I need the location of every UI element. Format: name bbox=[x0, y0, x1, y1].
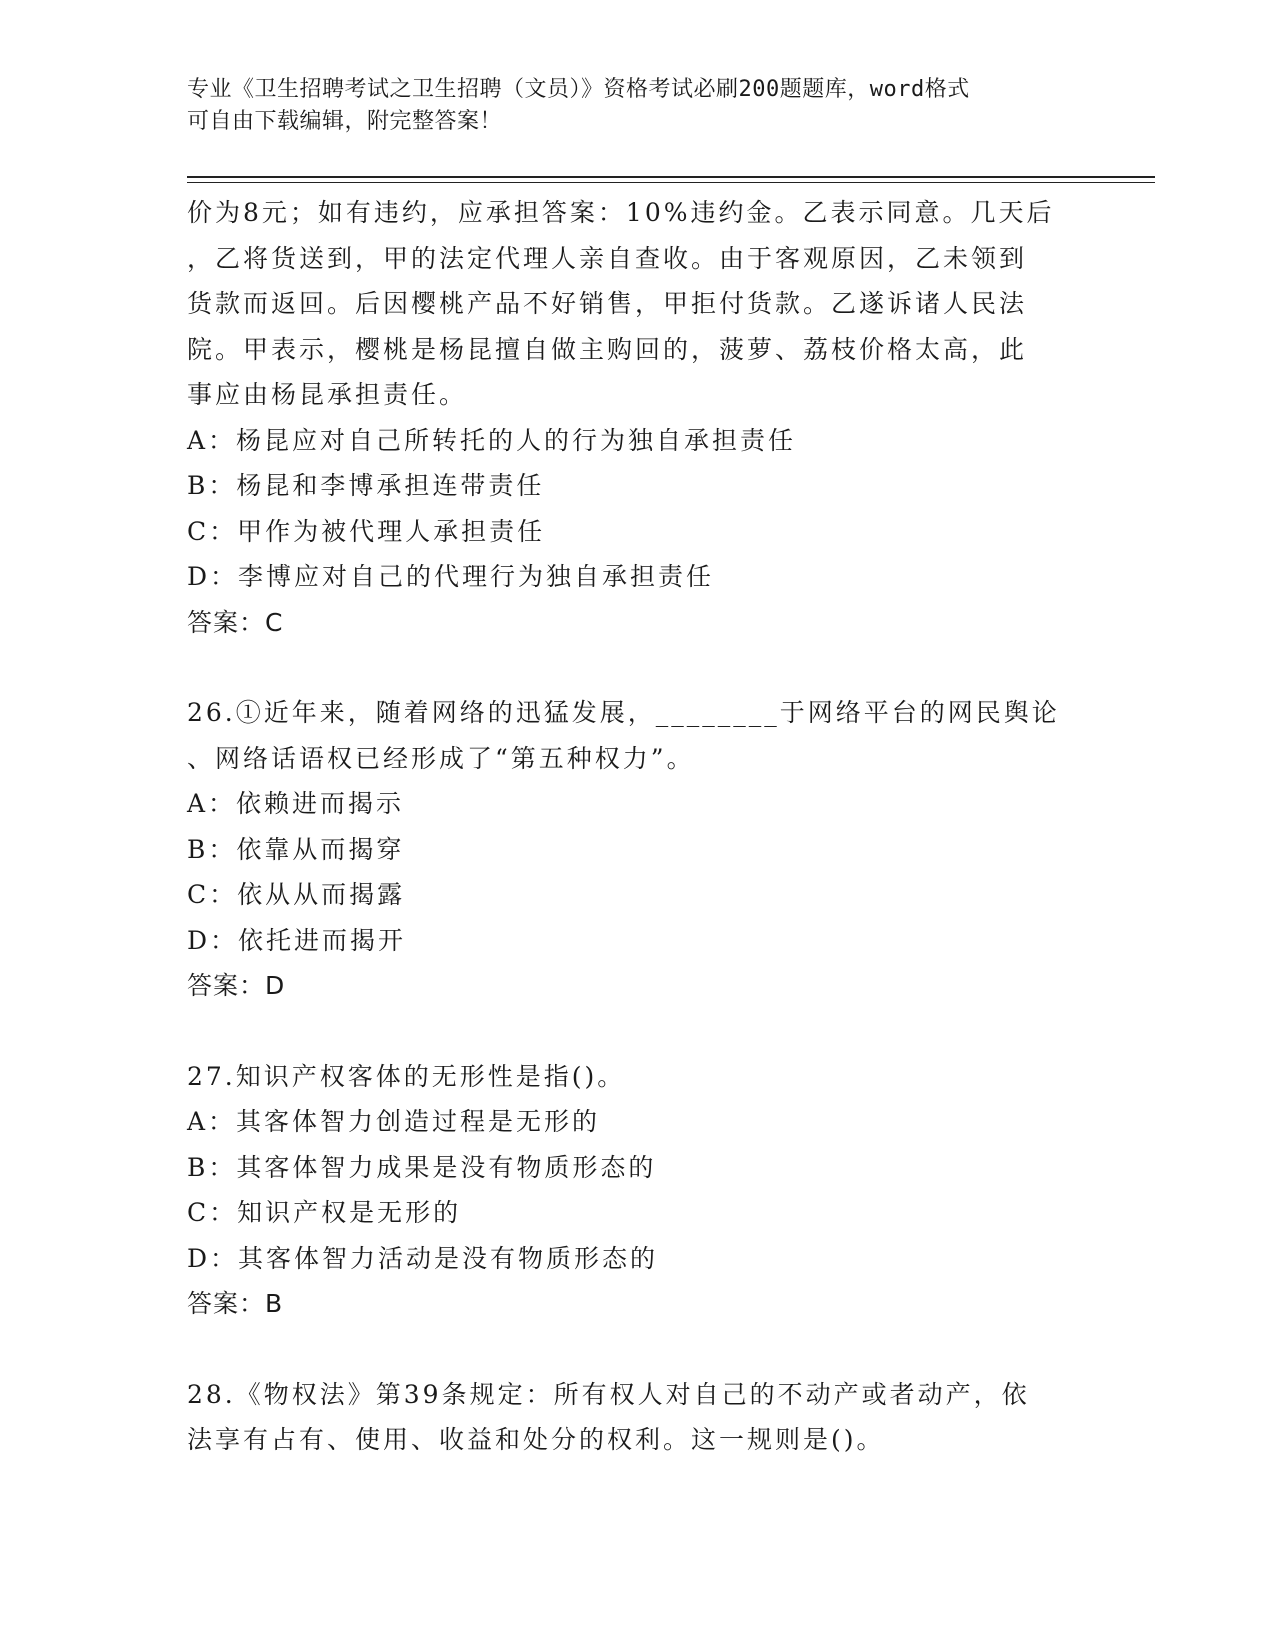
answer-line: 答案：D bbox=[187, 971, 286, 1000]
option-a: A：依赖进而揭示 bbox=[187, 789, 405, 818]
header-divider-thick bbox=[187, 176, 1155, 178]
question-stem-line: ，乙将货送到，甲的法定代理人亲自查收。由于客观原因，乙未领到 bbox=[187, 243, 1028, 273]
question-list bbox=[187, 190, 1087, 1463]
question-spacer bbox=[187, 1327, 1087, 1372]
option-c: C：依从从而揭露 bbox=[187, 880, 406, 909]
question-stem-line: 、网络话语权已经形成了“第五种权力”。 bbox=[187, 743, 695, 773]
option-d: D：李博应对自己的代理行为独自承担责任 bbox=[187, 562, 715, 591]
question-26 bbox=[187, 690, 1087, 1009]
question-stem-line: 价为8元；如有违约，应承担答案：10%违约金。乙表示同意。几天后 bbox=[187, 198, 1055, 227]
question-stem-line: 26.①近年来，随着网络的迅猛发展，________于网络平台的网民舆论 bbox=[187, 698, 1060, 727]
option-b: B：杨昆和李博承担连带责任 bbox=[187, 471, 545, 500]
question-28 bbox=[187, 1372, 1087, 1463]
header-line-1: 专业《卫生招聘考试之卫生招聘（文员）》资格考试必刷200题题库，word格式 bbox=[187, 77, 970, 102]
question-spacer bbox=[187, 645, 1087, 690]
option-c: C：甲作为被代理人承担责任 bbox=[187, 516, 546, 546]
answer-line: 答案：B bbox=[187, 1289, 284, 1318]
header-divider-thin bbox=[187, 182, 1155, 183]
option-b: B：依靠从而揭穿 bbox=[187, 834, 405, 864]
option-d: D：其客体智力活动是没有物质形态的 bbox=[187, 1243, 659, 1273]
option-a: A：杨昆应对自己所转托的人的行为独自承担责任 bbox=[187, 425, 797, 455]
question-stem-line: 货款而返回。后因樱桃产品不好销售，甲拒付货款。乙遂诉诸人民法 bbox=[187, 289, 1028, 318]
option-b: B：其客体智力成果是没有物质形态的 bbox=[187, 1152, 657, 1182]
question-stem-line: 院。甲表示，樱桃是杨昆擅自做主购回的，菠萝、荔枝价格太高，此 bbox=[187, 334, 1028, 364]
question-stem-line: 事应由杨昆承担责任。 bbox=[187, 380, 468, 409]
question-spacer bbox=[187, 1009, 1087, 1054]
option-d: D：依托进而揭开 bbox=[187, 925, 407, 955]
question-27 bbox=[187, 1054, 1087, 1327]
question-stem-line: 法享有占有、使用、收益和处分的权利。这一规则是()。 bbox=[187, 1425, 885, 1454]
option-c: C：知识产权是无形的 bbox=[187, 1198, 462, 1227]
question-25 bbox=[187, 190, 1087, 645]
question-stem-line: 28.《物权法》第39条规定：所有权人对自己的不动产或者动产，依 bbox=[187, 1379, 1030, 1409]
document-header bbox=[187, 74, 1087, 138]
question-stem-line: 27.知识产权客体的无形性是指()。 bbox=[187, 1061, 626, 1091]
answer-line: 答案：C bbox=[187, 607, 284, 637]
option-a: A：其客体智力创造过程是无形的 bbox=[187, 1107, 601, 1136]
header-line-2: 可自由下载编辑，附完整答案！ bbox=[187, 109, 503, 134]
